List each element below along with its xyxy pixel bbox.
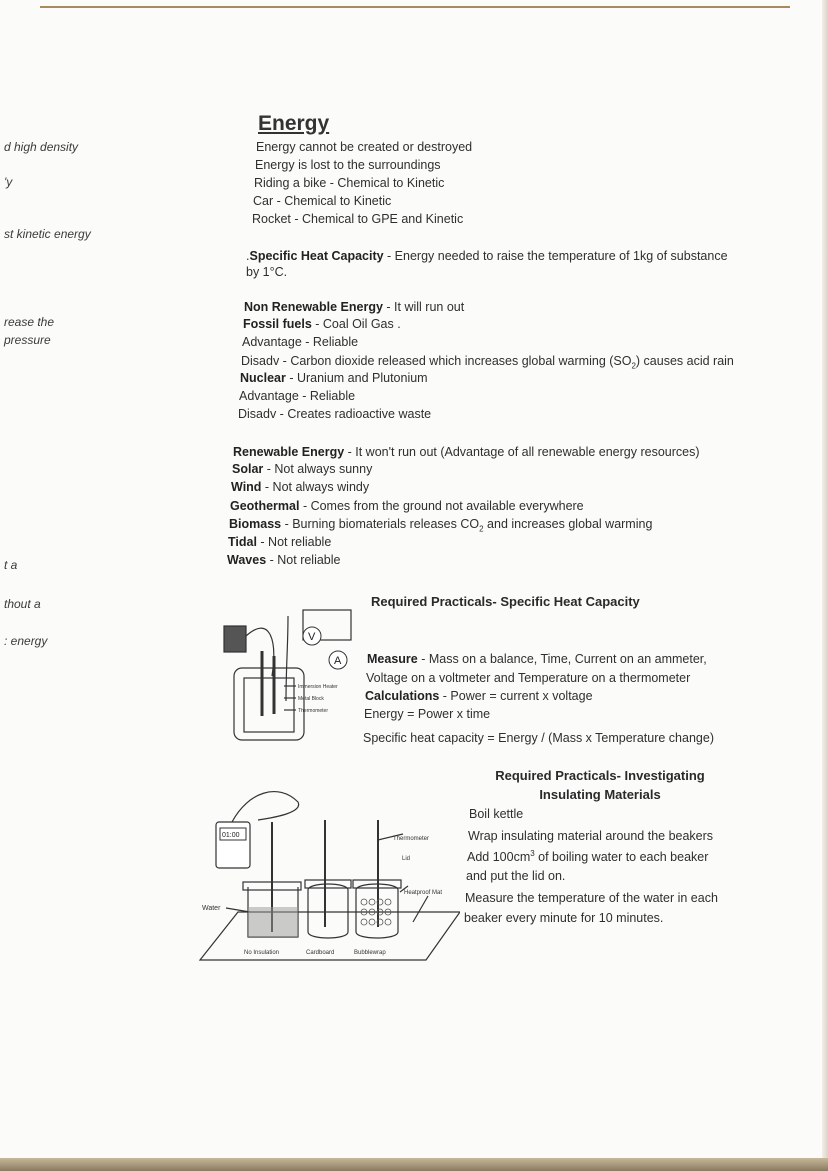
- renewable-item-wind: Wind - Not always windy: [231, 480, 370, 494]
- water-fill: [248, 907, 298, 937]
- margin-fragment: thout a: [4, 597, 41, 611]
- calculations-line: Calculations - Power = current x voltage: [365, 689, 593, 703]
- intro-line: Rocket - Chemical to GPE and Kinetic: [252, 212, 464, 226]
- intro-line: Riding a bike - Chemical to Kinetic: [254, 176, 445, 190]
- margin-fragment: pressure: [4, 333, 51, 347]
- heater-label: Immersion Heater: [298, 684, 338, 690]
- voltmeter-label: V: [308, 631, 316, 643]
- nuclear-line: Nuclear - Uranium and Plutonium: [240, 371, 428, 385]
- step-line: Boil kettle: [469, 807, 524, 821]
- practical-shc-heading: Required Practicals- Specific Heat Capacity: [371, 594, 640, 609]
- shc-apparatus-diagram: [218, 606, 358, 756]
- advantage-line: Advantage - Reliable: [239, 389, 356, 403]
- margin-fragment: d high density: [4, 140, 79, 154]
- heater-lead: [286, 616, 288, 701]
- beaker-cardboard: [308, 884, 348, 938]
- practical-insulation-heading: Required Practicals- Investigating Insulating Materials: [495, 768, 705, 802]
- stopwatch-strap: [232, 792, 299, 822]
- intro-line: Car - Chemical to Kinetic: [253, 194, 392, 208]
- page-top-edge: [40, 6, 790, 8]
- bubblewrap-label: Bubblewrap: [354, 950, 386, 956]
- energy-equation: Energy = Power x time: [364, 707, 491, 721]
- step-line: Add $100cm^3$ of boiling water to each beaker: [467, 849, 709, 865]
- page-bottom-edge: [0, 1158, 828, 1171]
- water-label: Water: [202, 905, 221, 912]
- thermometer-lead: [246, 628, 274, 676]
- lid-label: Lid: [402, 856, 411, 862]
- mat-label: Heatproof Mat: [404, 890, 443, 896]
- renewable-item-biomass: Biomass - Burning biomaterials releases $CO_2$ and increases global warming: [229, 517, 653, 534]
- shc-term: Specific Heat Capacity: [249, 249, 384, 263]
- block-label: Metal Block: [298, 696, 324, 702]
- insulation-apparatus-diagram: [198, 782, 460, 972]
- measure-continued: Voltage on a voltmeter and Temperature on a thermometer: [366, 671, 691, 685]
- renewable-heading: Renewable Energy - It won't run out (Advantage of all renewable energy resources): [233, 445, 700, 459]
- cardboard-label: Cardboard: [306, 950, 335, 956]
- shc-equation: Specific heat capacity = Energy / (Mass x Temperature change): [363, 731, 714, 745]
- step-line: beaker every minute for 10 minutes.: [464, 911, 664, 925]
- fossil-fuels-line: Fossil fuels - Coal Oil Gas .: [243, 317, 401, 331]
- no-insulation-label: No Insulation: [244, 950, 280, 956]
- thermometer-label: Thermometer: [298, 708, 329, 714]
- advantage-line: Advantage - Reliable: [242, 335, 359, 349]
- step-line: Measure the temperature of the water in each: [465, 891, 718, 905]
- timer-readout: 01:00: [222, 832, 240, 839]
- ammeter-label: A: [334, 655, 342, 667]
- renewable-item-solar: Solar - Not always sunny: [232, 462, 373, 476]
- page-title: Energy: [258, 112, 330, 135]
- disadvantage-line: Disadv - Carbon dioxide released which increases global warming $(SO_2)$ causes acid rain: [241, 354, 734, 371]
- margin-fragment: rease the: [4, 315, 55, 329]
- disadvantage-line: Disadv - Creates radioactive waste: [238, 407, 432, 421]
- shc-definition: .Specific Heat Capacity - Energy needed to raise the temperature of 1kg of substance by 1°C.: [246, 249, 728, 279]
- nonrenewable-heading: Non Renewable Energy - It will run out: [244, 300, 465, 314]
- margin-fragment: st kinetic energy: [4, 227, 91, 241]
- margin-fragment: : energy: [4, 634, 48, 648]
- renewable-item-geothermal: Geothermal - Comes from the ground not available everywhere: [230, 499, 584, 513]
- margin-fragment: 'y: [4, 175, 13, 189]
- renewable-item-waves: Waves - Not reliable: [227, 553, 341, 567]
- intro-line: Energy cannot be created or destroyed: [256, 140, 473, 154]
- measure-line: Measure - Mass on a balance, Time, Current on an ammeter,: [367, 652, 707, 666]
- pointer-line: [413, 896, 428, 922]
- margin-fragment: t a: [4, 558, 18, 572]
- thermometer-label: Thermometer: [393, 836, 430, 842]
- step-line: and put the lid on.: [466, 869, 566, 883]
- page-right-edge: [822, 0, 828, 1171]
- step-line: Wrap insulating material around the beakers: [468, 829, 714, 843]
- renewable-item-tidal: Tidal - Not reliable: [228, 535, 332, 549]
- intro-line: Energy is lost to the surroundings: [255, 158, 441, 172]
- joulemeter: [224, 626, 246, 652]
